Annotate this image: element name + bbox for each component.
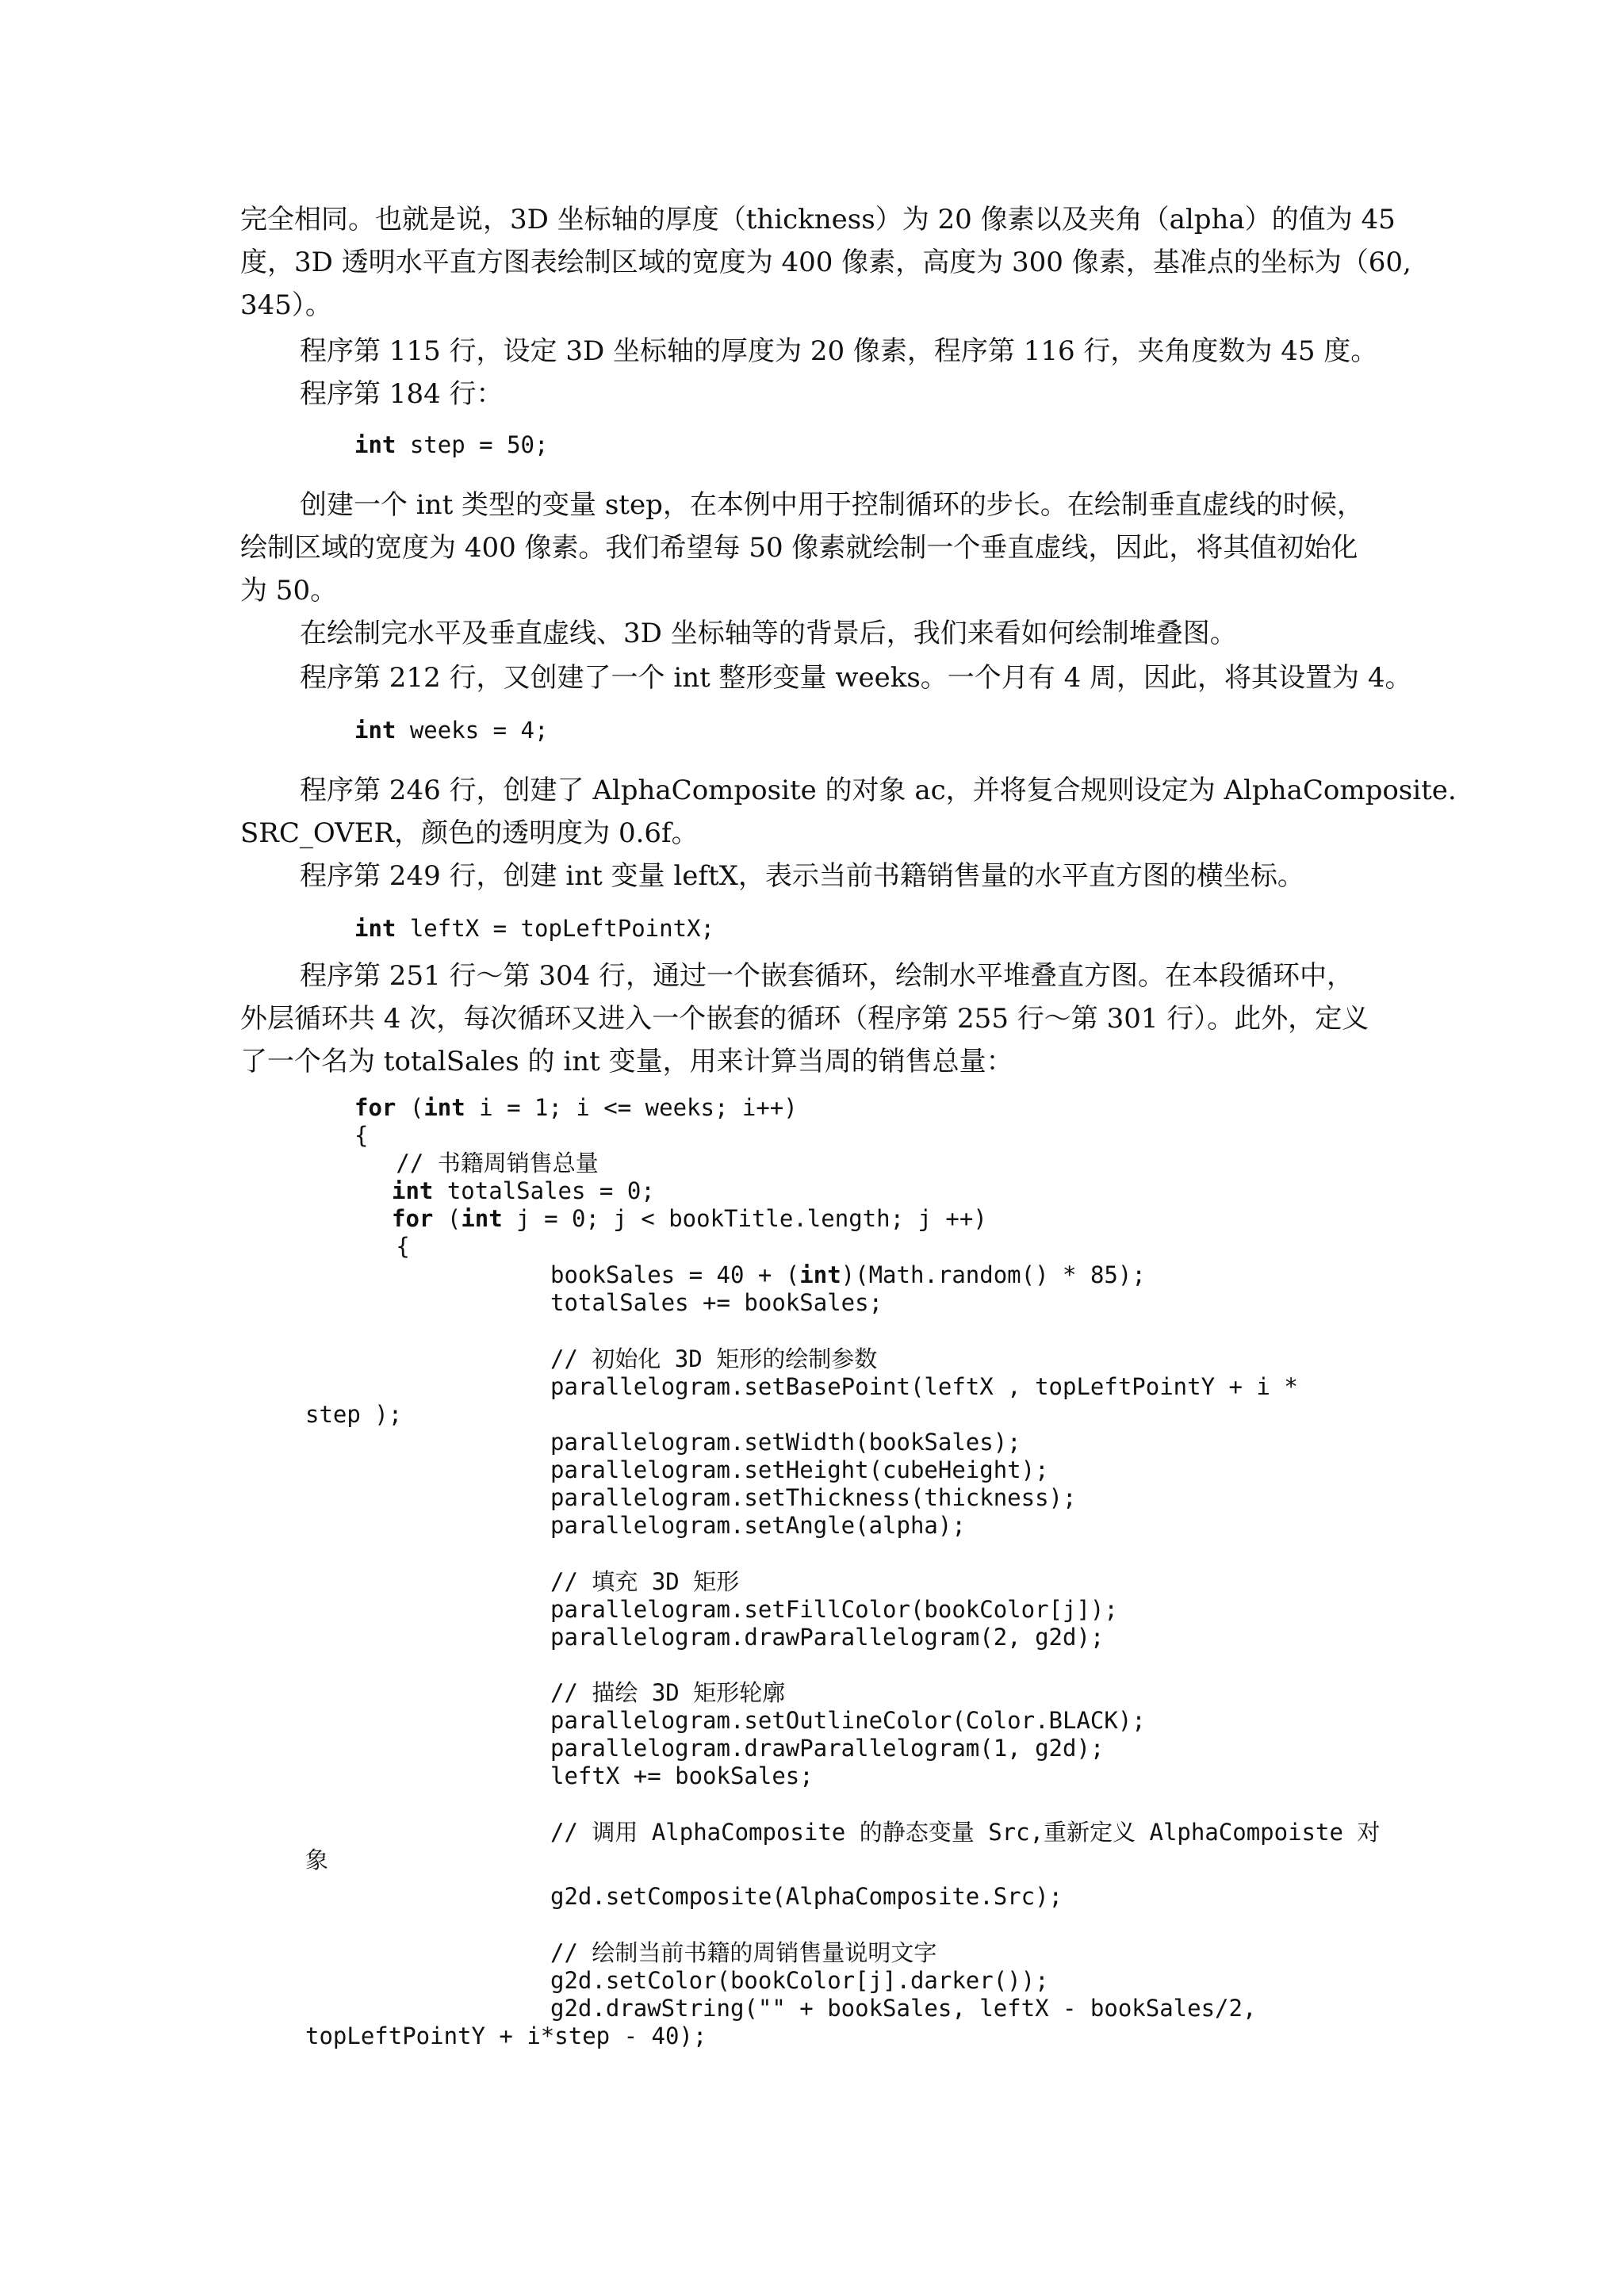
intro-line-3: 345）。 [240,289,332,321]
code-line-comment-composite: // 调用 AlphaComposite 的静态变量 Src,重新定义 AlphaCompoiste 对 [550,1819,1381,1846]
code-keyword: int [354,717,396,744]
code-line-set-base-point: parallelogram.setBasePoint(leftX , topLeftPointY + i * [550,1373,1298,1400]
code-line-set-outline-color: parallelogram.setOutlineColor(Color.BLACK); [550,1707,1146,1734]
code-text: j = 0; j < bookTitle.length; j ++) [502,1205,987,1232]
code-line-accumulate: totalSales += bookSales; [550,1289,883,1316]
code-keyword: int [354,915,396,942]
code-line-comment-composite-wrap: 象 [305,1846,329,1873]
code-line-for-outer [354,1094,798,1123]
code-line-total-sales [392,1177,655,1206]
code-line-book-sales [550,1261,1146,1290]
code-text: leftX = topLeftPointX; [396,915,714,942]
code-keyword: int [354,431,396,458]
step-desc-line-3: 为 50。 [240,575,338,607]
code-text: weeks = 4; [396,717,549,744]
code-keyword: for [392,1205,434,1232]
code-line-set-color: g2d.setColor(bookColor[j].darker()); [550,1967,1049,1994]
intro-line-2: 度，3D 透明水平直方图表绘制区域的宽度为 400 像素，高度为 300 像素，基准点的坐标为（60, [240,247,1411,278]
code-keyword: int [392,1177,434,1204]
code-text: ( [396,1094,424,1121]
code-line-set-thickness: parallelogram.setThickness(thickness); [550,1484,1077,1511]
para-line-251-1: 程序第 251 行～第 304 行，通过一个嵌套循环，绘制水平堆叠直方图。在本段循环中， [300,960,1354,992]
para-line-246-2: SRC_OVER，颜色的透明度为 0.6f。 [240,817,699,849]
code-step [354,431,548,460]
code-line-draw-fill: parallelogram.drawParallelogram(2, g2d); [550,1624,1105,1651]
code-line-comment-label: // 绘制当前书籍的周销售量说明文字 [550,1939,937,1966]
step-desc-line-2: 绘制区域的宽度为 400 像素。我们希望每 50 像素就绘制一个垂直虚线，因此，将其值初始化 [240,532,1358,564]
code-line-draw-outline: parallelogram.drawParallelogram(1, g2d); [550,1735,1105,1762]
code-line-brace-inner: { [354,1233,410,1260]
para-line-115: 程序第 115 行，设定 3D 坐标轴的厚度为 20 像素，程序第 116 行，夹角度数为 45 度。 [300,335,1378,367]
code-line-set-composite: g2d.setComposite(AlphaComposite.Src); [550,1883,1063,1910]
code-keyword: for [354,1094,396,1121]
code-line-set-fill-color: parallelogram.setFillColor(bookColor[j]); [550,1596,1118,1623]
code-text: ( [433,1205,462,1232]
code-leftx [354,915,714,943]
code-line-comment-fill: // 填充 3D 矩形 [550,1568,740,1595]
step-desc-line-1: 创建一个 int 类型的变量 step，在本例中用于控制循环的步长。在绘制垂直虚线的时候， [300,489,1364,521]
code-line-comment-init: // 初始化 3D 矩形的绘制参数 [550,1345,878,1372]
code-line-comment-outline: // 描绘 3D 矩形轮廓 [550,1679,786,1706]
code-line-advance-leftx: leftX += bookSales; [550,1762,814,1789]
code-text: )(Math.random() * 85); [841,1261,1146,1288]
code-line-set-base-point-wrap: step ); [305,1401,403,1428]
para-line-184: 程序第 184 行： [300,378,504,410]
code-text: i = 1; i <= weeks; i++) [465,1094,798,1121]
code-keyword: int [799,1261,841,1288]
code-line-set-width: parallelogram.setWidth(bookSales); [550,1429,1021,1456]
code-text: step = 50; [396,431,549,458]
para-line-251-2: 外层循环共 4 次，每次循环又进入一个嵌套的循环（程序第 255 行～第 301 行）。此外，定义 [240,1003,1369,1035]
code-line-draw-string-wrap: topLeftPointY + i*step - 40); [305,2022,707,2049]
code-line-brace-open: { [354,1122,369,1149]
code-keyword: int [461,1205,503,1232]
code-line-for-inner [392,1205,987,1234]
code-text: bookSales = 40 + ( [550,1261,800,1288]
para-background: 在绘制完水平及垂直虚线、3D 坐标轴等的背景后，我们来看如何绘制堆叠图。 [300,618,1237,649]
code-line-comment-weekly-total: // 书籍周销售总量 [354,1150,599,1177]
para-line-249: 程序第 249 行，创建 int 变量 leftX，表示当前书籍销售量的水平直方图的横坐标。 [300,860,1304,892]
code-line-set-height: parallelogram.setHeight(cubeHeight); [550,1456,1049,1483]
para-line-246-1: 程序第 246 行，创建了 AlphaComposite 的对象 ac，并将复合规则设定为 AlphaComposite. [300,775,1457,806]
code-keyword: int [423,1094,465,1121]
code-weeks [354,717,548,745]
para-line-251-3: 了一个名为 totalSales 的 int 变量，用来计算当周的销售总量： [240,1046,1013,1077]
code-line-set-angle: parallelogram.setAngle(alpha); [550,1512,966,1539]
code-line-draw-string: g2d.drawString("" + bookSales, leftX - bookSales/2, [550,1995,1257,2022]
para-line-212: 程序第 212 行，又创建了一个 int 整形变量 weeks。一个月有 4 周，因此，将其设置为 4。 [300,662,1412,694]
code-text: totalSales = 0; [433,1177,655,1204]
intro-line-1: 完全相同。也就是说，3D 坐标轴的厚度（thickness）为 20 像素以及夹角（alpha）的值为 45 [240,204,1396,235]
